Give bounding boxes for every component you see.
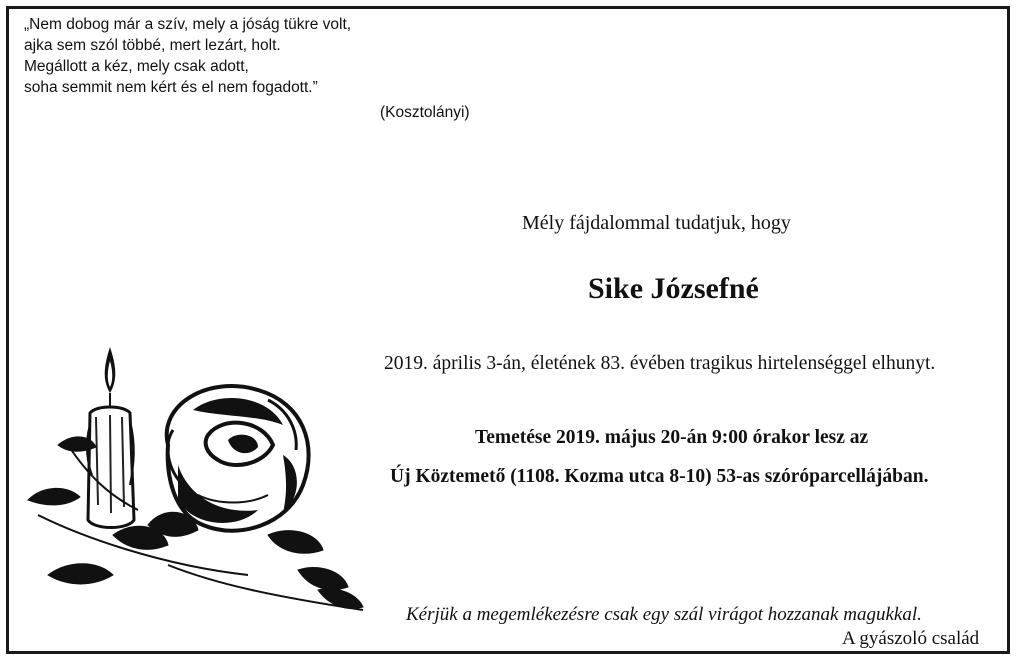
funeral-date-line: Temetése 2019. május 20-án 9:00 órakor lesz az [475, 427, 869, 448]
family-signature: A gyászoló család [842, 628, 980, 649]
candle-rose-illustration [18, 335, 378, 625]
poem-line: soha semmit nem kért és el nem fogadott.” [24, 79, 318, 96]
poem-line: „Nem dobog már a szív, mely a jóság tükre volt, [24, 16, 352, 33]
poem-line: Megállott a kéz, mely csak adott, [24, 58, 249, 75]
rose-icon [167, 386, 309, 531]
poem-author: (Kosztolányi) [380, 104, 470, 121]
poem-quote [24, 14, 351, 98]
flower-request: Kérjük a megemlékezésre csak egy szál virágot hozzanak magukkal. [406, 604, 922, 625]
intro-text: Mély fájdalommal tudatjuk, hogy [522, 212, 791, 234]
poem-line: ajka sem szól többé, mert lezárt, holt. [24, 37, 281, 54]
death-line: 2019. április 3-án, életének 83. évében tragikus hirtelenséggel elhunyt. [384, 353, 936, 374]
funeral-location-line: Új Köztemető (1108. Kozma utca 8-10) 53-as szóróparcellájában. [390, 466, 929, 487]
candle-icon [87, 347, 134, 528]
deceased-name: Sike Józsefné [588, 272, 759, 305]
